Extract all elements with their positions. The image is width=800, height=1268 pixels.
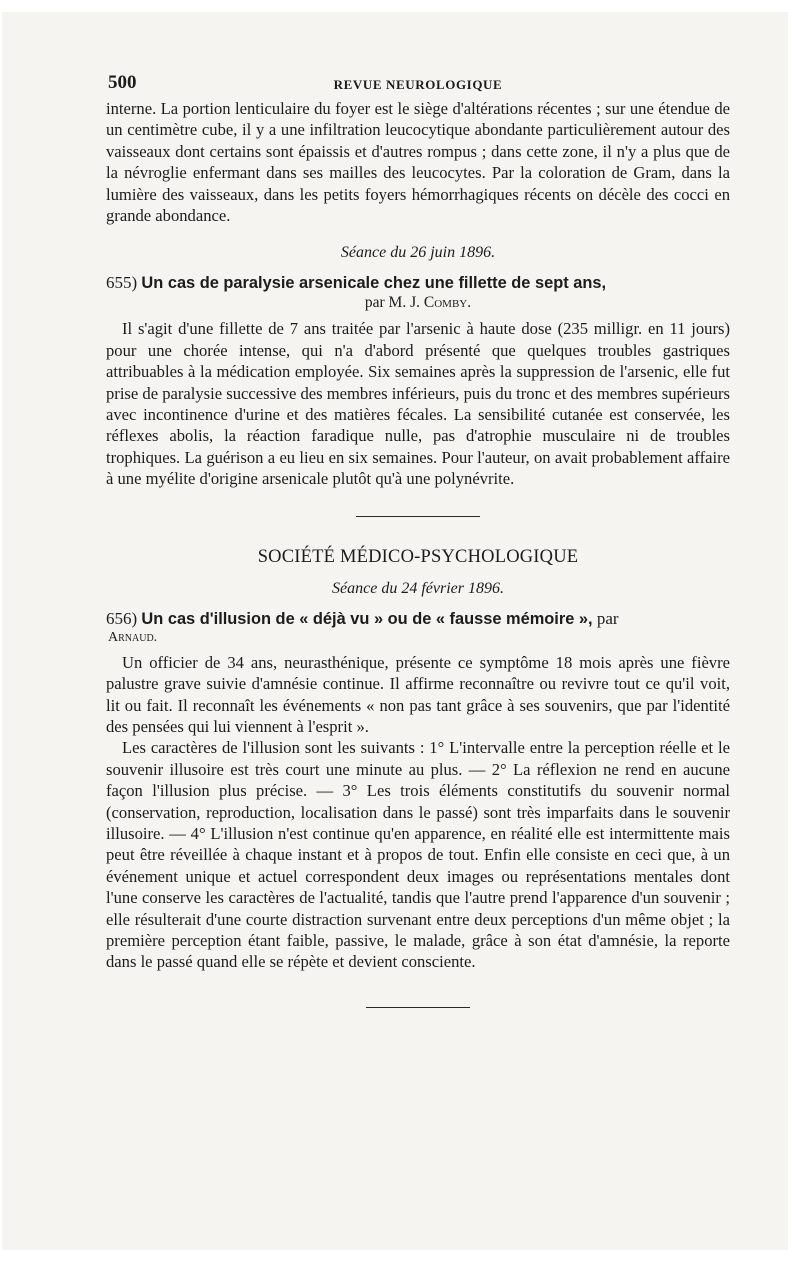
entry-656-paragraph-2: Les caractères de l'illusion sont les suivants : 1° L'intervalle entre la perception réelle et le souvenir illusoire est très court une minute au plus. — 2° La réflexion ne rend en aucune façon l'illusion plus précise. — 3° Les trois éléments constitutifs du souvenir normal (conservation, reproduction, localisation dans le passé) sont très imparfaits dans le souvenir illusoire. — 4° L'illusion n'est continue qu'en apparence, en réalité elle est intermittente mais peut être réveillée à chaque instant et à propos de tout. Enfin elle consiste en ceci que, à un événement unique et actuel correspondent deux images ou représentations mentales dont l'une conserve les caractères de l'actualité, tandis que l'autre prend l'apparence d'un souvenir ; elle résulterait d'une courte distraction survenant entre deux perceptions d'un même objet ; la première perception étant faible, passive, le malade, grâce à son état d'amnésie, la reporte dans le passé quand elle se répète et devient consciente. [106, 738, 730, 972]
page-header [106, 72, 730, 98]
entry-656-author-name: Arnaud. [108, 629, 158, 645]
entry-655-body: Il s'agit d'une fillette de 7 ans traitée par l'arsenic à haute dose (235 milligr. en 11 jours) pour une chorée intense, qui n'a d'abord présenté que quelques troubles gastriques attribuables à la médication employée. Six semaines après la suppression de l'arsenic, elle fut prise de paralysie successive des membres inférieurs, puis du tronc et des membres supérieurs avec incontinence d'urine et des matières fécales. La sensibilité cutanée est conservée, les réflexes abolis, la réaction faradique nulle, pas d'atrophie musculaire ni de troubles trophiques. La guérison a eu lieu en six semaines. Pour l'auteur, on avait probablement affaire à une myélite d'origine arsenicale plutôt qu'à une polynévrite. [106, 319, 730, 489]
entry-655-number: 655) [106, 273, 138, 293]
page-number: 500 [108, 72, 137, 93]
seance-heading-2: Séance du 24 février 1896. [332, 579, 504, 597]
entry-655-author-name: Comby. [423, 294, 472, 312]
journal-page [106, 72, 730, 1008]
entry-655-author-prefix: par M. J. [364, 294, 420, 312]
entry-656-title [106, 608, 730, 630]
entry-655-title-text: Un cas de paralysie arsenicale chez une fillette de sept ans, [141, 274, 607, 293]
entry-656-paragraph-1: Un officier de 34 ans, neurasthénique, présente ce symptôme 18 mois après une fièvre palustre grave suivie d'amnésie continue. Il affirme reconnaître ou revivre tout ce qu'il voit, lit ou fait. Il reconnaît les événements « non pas tant grâce à ses souvenirs, que par l'identité des pensées qui lui viennent à l'esprit ». [106, 652, 730, 736]
society-heading: SOCIÉTÉ MÉDICO-PSYCHOLOGIQUE [257, 546, 579, 567]
running-title: REVUE NEUROLOGIQUE [333, 77, 503, 92]
entry-655-title [106, 272, 730, 294]
entry-655-author [106, 294, 730, 312]
page-sheet [2, 12, 788, 1250]
entry-656-author [106, 630, 730, 646]
seance-heading-1: Séance du 26 juin 1896. [340, 244, 496, 262]
entry-656-title-text: Un cas d'illusion de « déjà vu » ou de « fausse mémoire », [141, 609, 593, 628]
intro-paragraph: interne. La portion lenticulaire du foyer est le siège d'altérations récentes ; sur une étendue de un centimètre cube, il y a une infiltration leucocytique abondante particulièrement autour des vaisseaux dont certains sont épaissis et d'autres rompus ; dans cette zone, il n'y a plus que de la névroglie enfermant dans ses mailles des leucocytes. Par la coloration de Gram, dans la lumière des vaisseaux, dans les petits foyers hémorrhagiques récents on décèle des cocci en grande abondance. [106, 99, 730, 226]
entry-656-number: 656) [106, 608, 138, 628]
section-divider-2 [366, 1007, 470, 1008]
entry-656-author-prefix: par [596, 608, 619, 628]
